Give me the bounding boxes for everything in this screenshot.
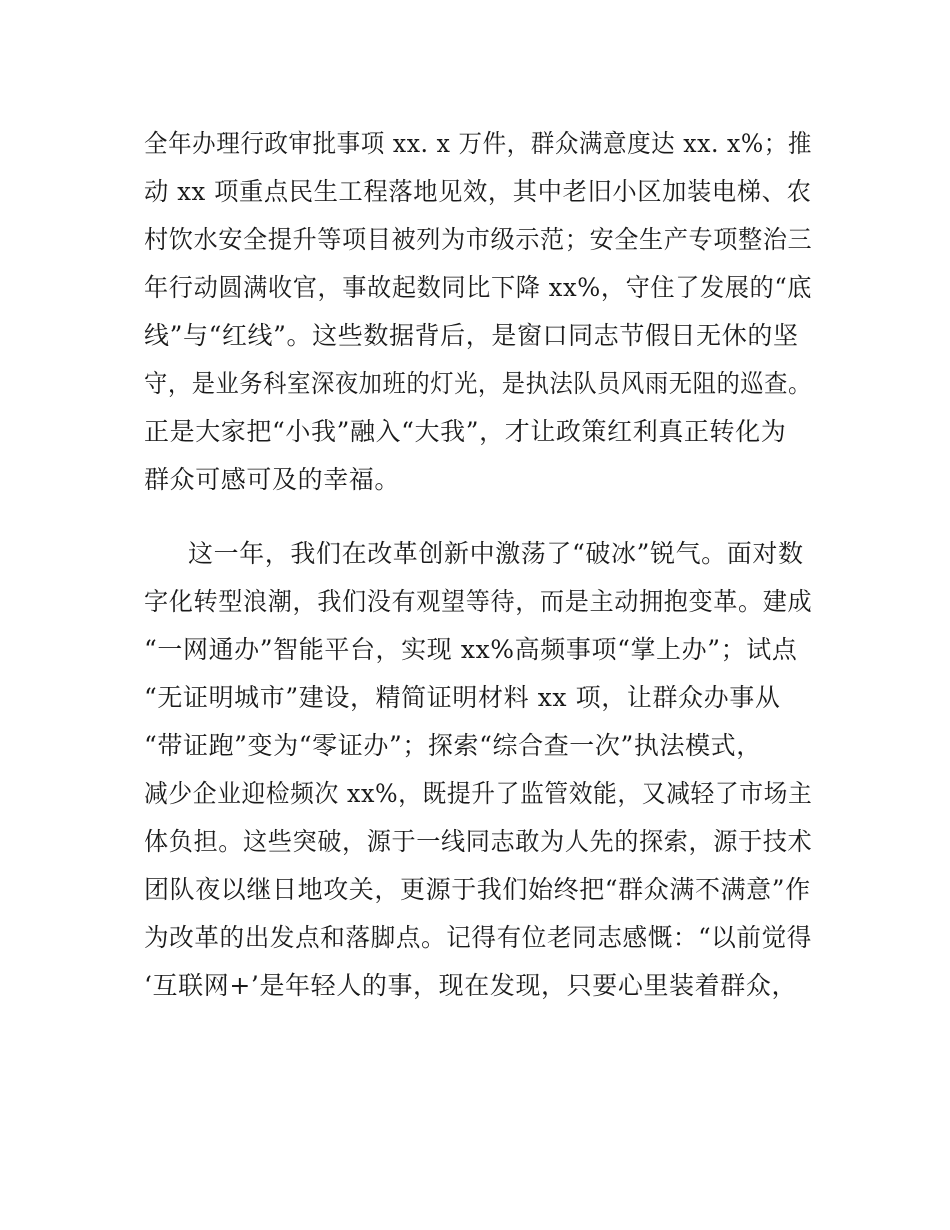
text-line: 为改革的出发点和落脚点。记得有位老同志感慨：“以前觉得: [144, 923, 812, 952]
text-line: 体负担。这些突破，源于一线同志敢为人先的探索，源于技术: [144, 827, 813, 856]
text-line: 线”与“红线”。这些数据背后，是窗口同志节假日无休的坚: [144, 321, 799, 350]
text-line: 减少企业迎检频次 xx%，既提升了监管效能，又减轻了市场主: [144, 779, 813, 808]
text-line: 村饮水安全提升等项目被列为市级示范；安全生产专项整治三: [144, 225, 813, 254]
text-line: 动 xx 项重点民生工程落地见效，其中老旧小区加装电梯、农: [144, 177, 812, 206]
text-line: 字化转型浪潮，我们没有观望等待，而是主动拥抱变革。建成: [144, 587, 813, 616]
text-line: ‘互联网+’是年轻人的事，现在发现，只要心里装着群众，: [144, 971, 798, 1000]
text-line: 这一年，我们在改革创新中激荡了“破冰”锐气。面对数: [188, 539, 804, 568]
text-line: “带证跑”变为“零证办”；探索“综合查一次”执法模式，: [144, 731, 762, 760]
text-line: “一网通办”智能平台，实现 xx%高频事项“掌上办”；试点: [144, 635, 798, 664]
text-line: 年行动圆满收官，事故起数同比下降 xx%，守住了发展的“底: [144, 273, 813, 302]
text-line: “无证明城市”建设，精简证明材料 xx 项，让群众办事从: [144, 683, 781, 712]
text-line: 守，是业务科室深夜加班的灯光，是执法队员风雨无阻的巡查。: [144, 369, 812, 398]
text-line: 全年办理行政审批事项 xx. x 万件，群众满意度达 xx. x%；推: [144, 129, 812, 158]
text-line: 团队夜以继日地攻关，更源于我们始终把“群众满不满意”作: [144, 875, 811, 904]
text-line: 群众可感可及的幸福。: [144, 465, 401, 494]
text-line: 正是大家把“小我”融入“大我”，才让政策红利真正转化为: [144, 417, 787, 446]
